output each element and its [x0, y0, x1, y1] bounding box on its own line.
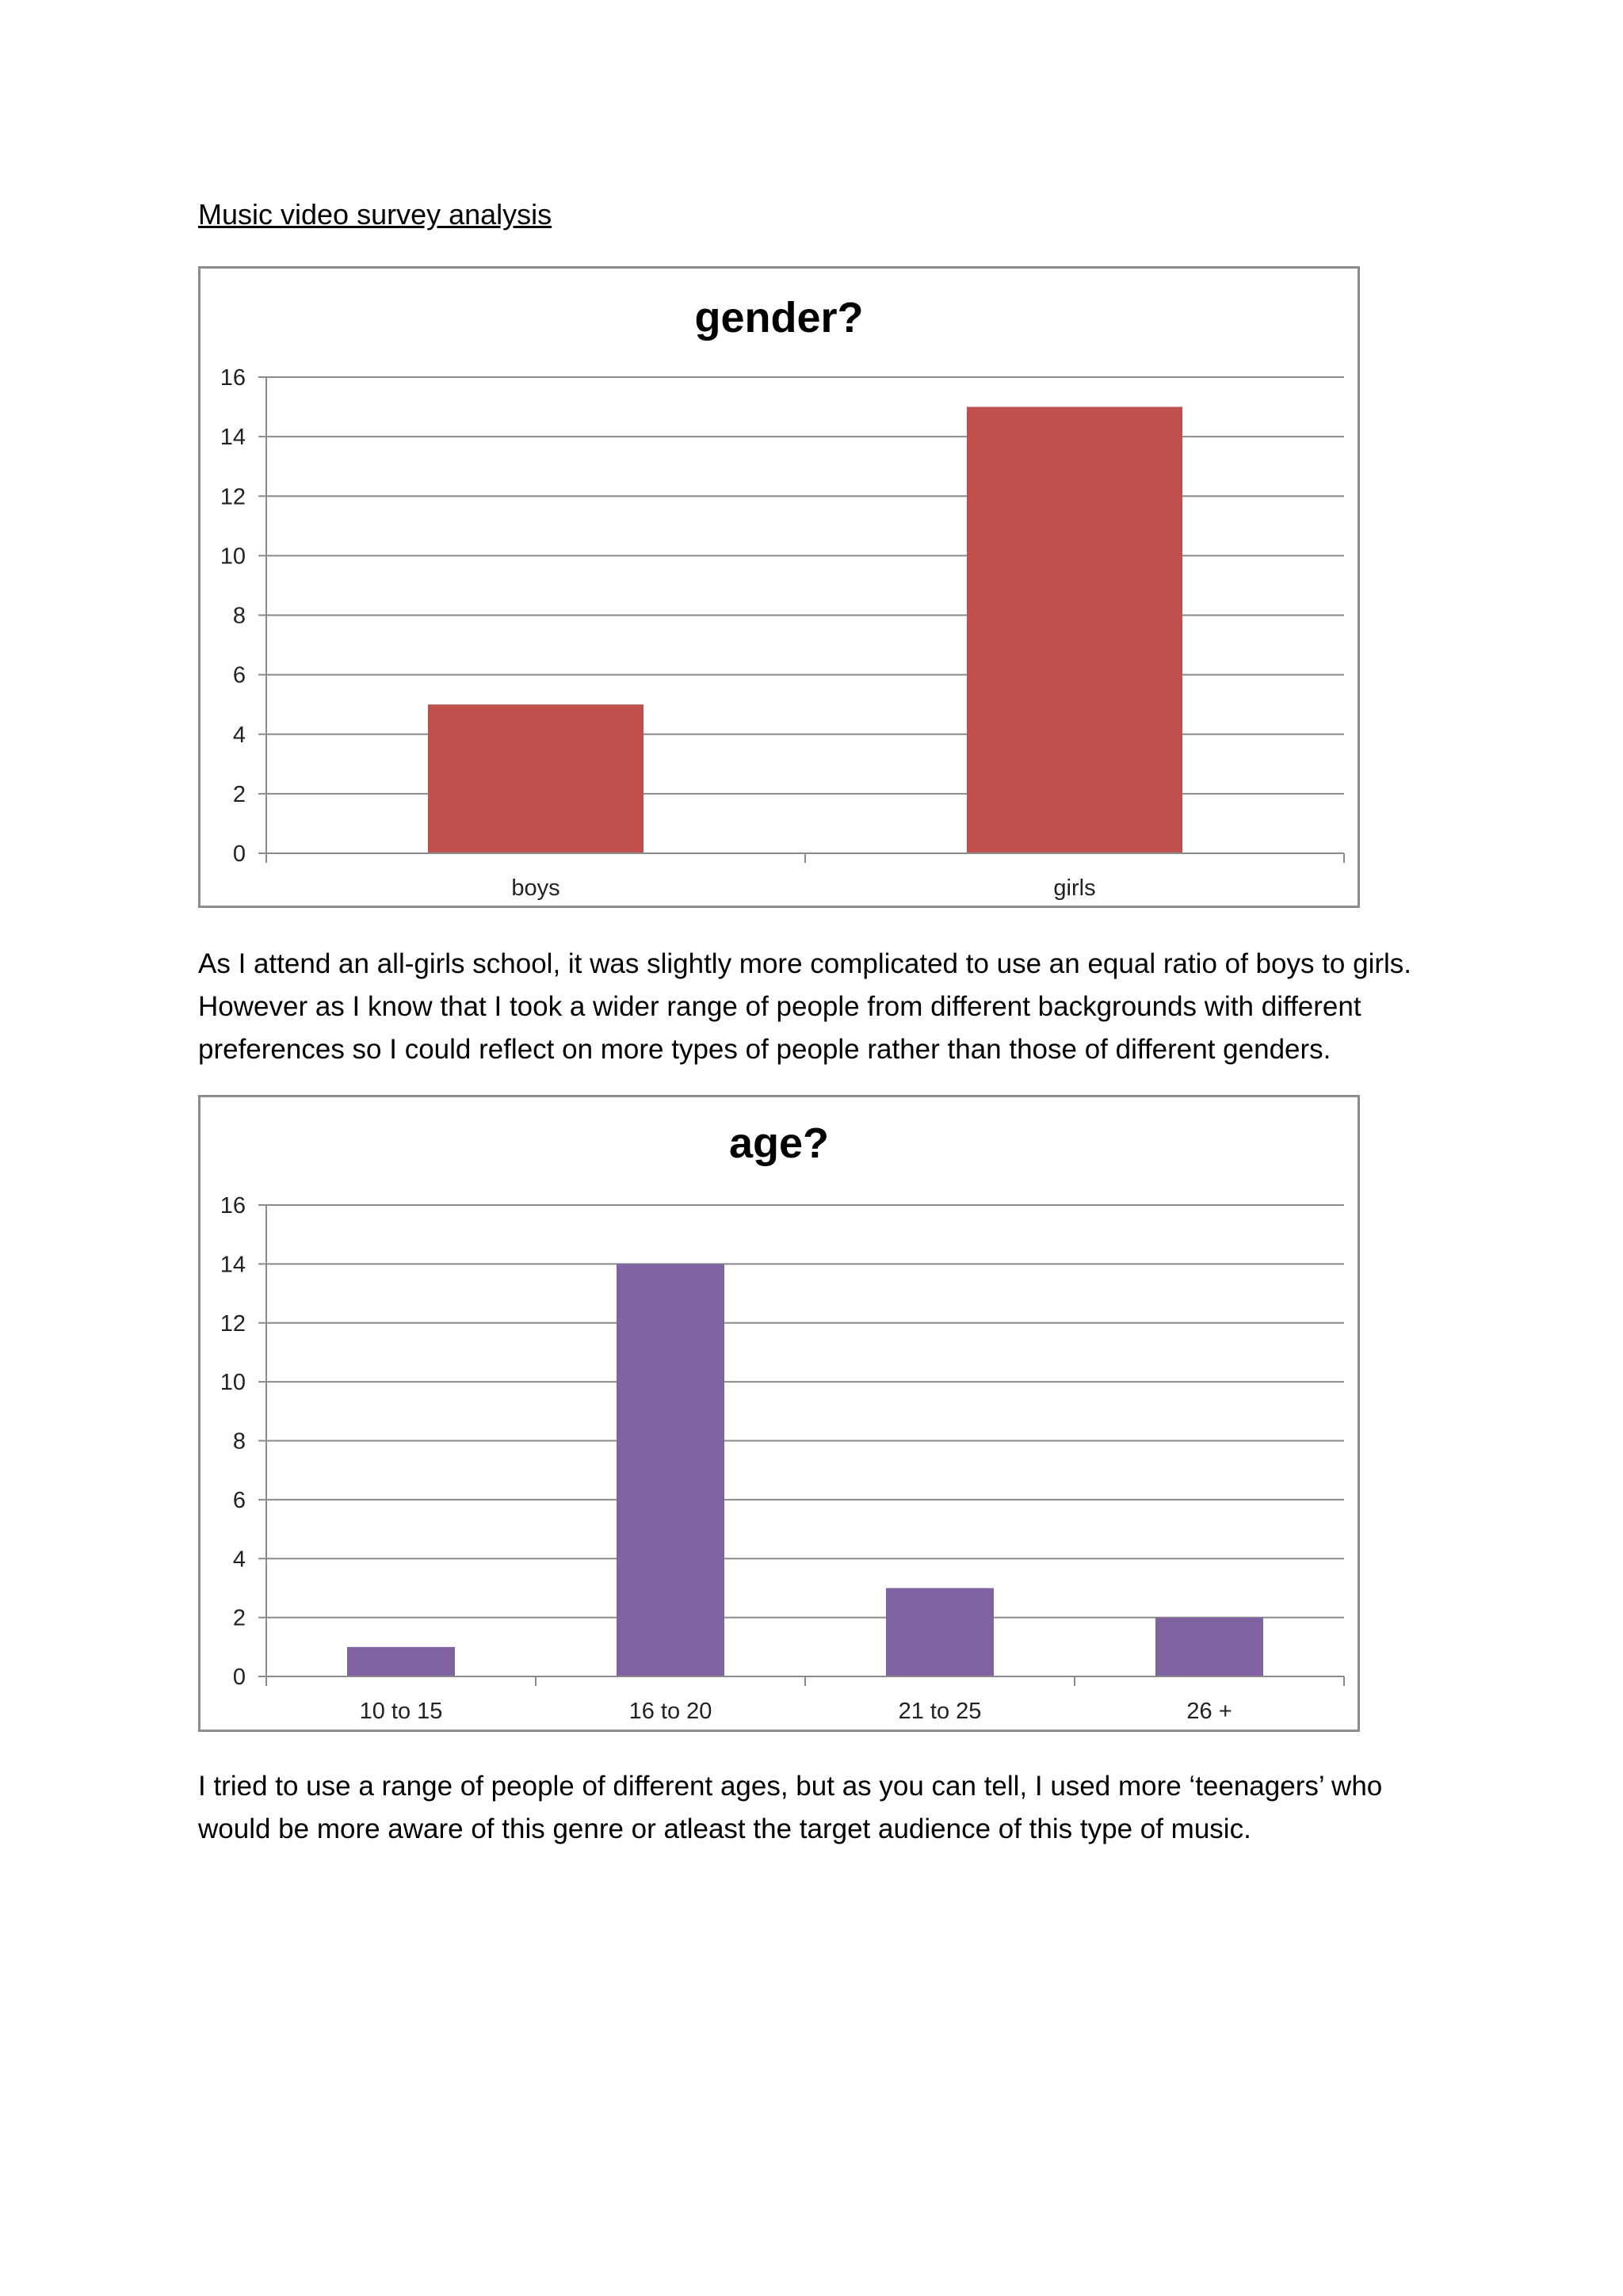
chart-title: age? — [728, 1119, 830, 1167]
y-tick-label: 16 — [220, 1193, 246, 1219]
y-tick-label: 2 — [232, 1605, 246, 1631]
paragraph-gender — [198, 943, 1419, 1071]
y-tick-label: 12 — [220, 484, 246, 510]
x-tick-label: 21 to 25 — [898, 1699, 982, 1724]
x-tick-label: 16 to 20 — [628, 1699, 712, 1724]
gender-chart-svg — [200, 269, 1358, 906]
y-tick-label: 8 — [232, 1428, 246, 1455]
y-tick-label: 6 — [232, 1487, 246, 1513]
paragraph-line: would be more aware of this genre or atleast the target audience of this type of music. — [198, 1814, 1251, 1844]
y-tick-label: 0 — [232, 1665, 246, 1690]
x-tick-label: 10 to 15 — [359, 1699, 443, 1724]
paragraph-age — [198, 1765, 1419, 1851]
y-tick-label: 10 — [220, 543, 246, 570]
y-tick-label: 14 — [220, 1252, 246, 1278]
y-tick-label: 4 — [232, 1547, 246, 1573]
paragraph-line: I tried to use a range of people of different ages, but as you can tell, I used more ‘teenagers’ who — [198, 1771, 1383, 1802]
y-tick-label: 12 — [220, 1310, 246, 1337]
paragraph-line: As I attend an all-girls school, it was slightly more complicated to use an equal ratio of boys to girls. — [198, 948, 1412, 979]
y-tick-label: 4 — [232, 722, 246, 748]
bar-21-to-25 — [886, 1588, 994, 1676]
x-tick-label: 26 + — [1186, 1699, 1232, 1724]
chart-title: gender? — [694, 294, 864, 341]
gender-chart — [198, 266, 1360, 908]
bar-girls — [967, 407, 1182, 853]
y-tick-label: 14 — [220, 425, 246, 451]
bar-16-to-20 — [617, 1264, 724, 1676]
y-tick-label: 6 — [232, 662, 246, 688]
x-tick-label: boys — [511, 875, 560, 901]
y-tick-label: 0 — [232, 841, 246, 867]
y-tick-label: 2 — [232, 781, 246, 807]
age-chart-svg — [200, 1097, 1358, 1730]
y-tick-label: 16 — [220, 365, 246, 391]
paragraph-line: preferences so I could reflect on more types of people rather than those of different genders. — [198, 1034, 1331, 1065]
bar-10-to-15 — [347, 1647, 455, 1676]
age-chart — [198, 1095, 1360, 1732]
y-tick-label: 8 — [232, 603, 246, 629]
bar-boys — [428, 704, 643, 853]
x-tick-label: girls — [1053, 875, 1096, 901]
page-title: Music video survey analysis — [198, 198, 552, 231]
bar-26 — [1155, 1618, 1263, 1676]
y-tick-label: 10 — [220, 1370, 246, 1396]
paragraph-line: However as I know that I took a wider range of people from different backgrounds with different — [198, 991, 1361, 1022]
